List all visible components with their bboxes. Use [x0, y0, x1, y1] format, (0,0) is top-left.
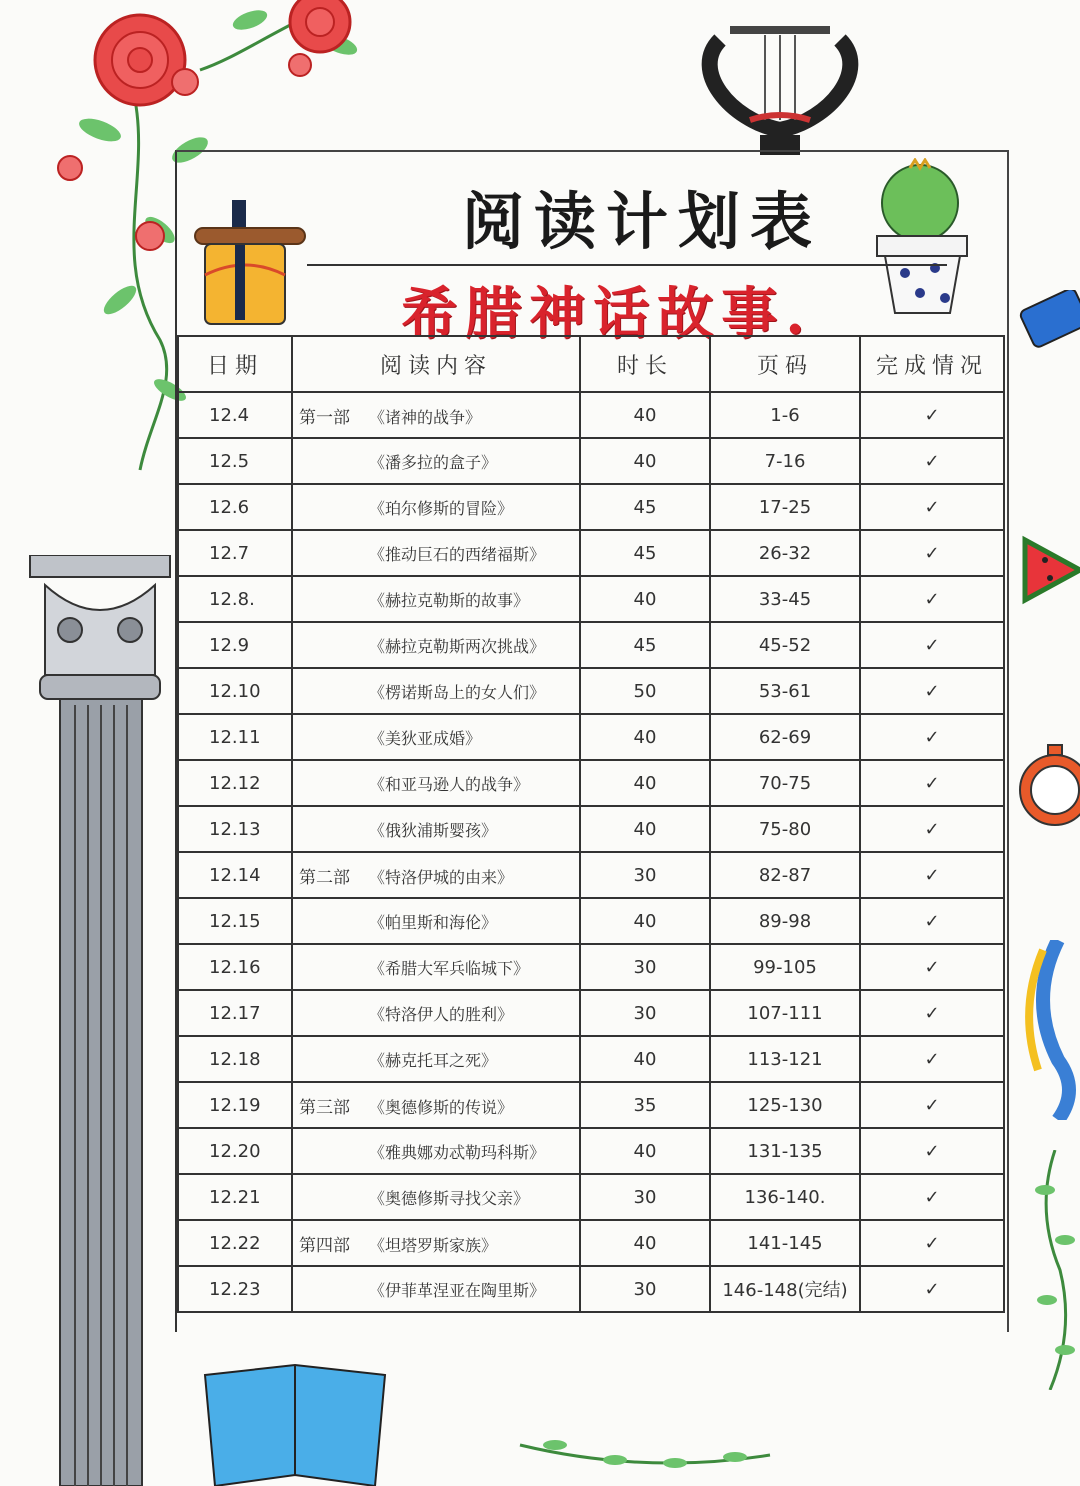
title-divider: [307, 264, 947, 266]
table-row: [178, 1266, 1004, 1312]
row-duration: 40: [580, 576, 710, 622]
stopwatch-icon: [1010, 740, 1080, 830]
row-book-title: 《特洛伊城的由来》: [369, 867, 514, 887]
row-pages: 146-148(完结): [710, 1266, 860, 1312]
row-checkmark: ✓: [860, 530, 1004, 576]
table-body: [178, 392, 1004, 1312]
row-content: [292, 1266, 580, 1312]
row-duration: 30: [580, 944, 710, 990]
row-checkmark: ✓: [860, 1174, 1004, 1220]
ribbon-decoration: [1018, 940, 1080, 1120]
row-pages: 1-6: [710, 392, 860, 438]
table-row: [178, 438, 1004, 484]
row-checkmark: ✓: [860, 1082, 1004, 1128]
row-book-title: 《美狄亚成婚》: [369, 728, 482, 748]
vine-bottom-decoration: [515, 1415, 775, 1486]
row-date: 12.19: [178, 1082, 292, 1128]
row-pages: 7-16: [710, 438, 860, 484]
row-book-title: 《和亚马逊人的战争》: [369, 774, 530, 794]
row-content: [292, 990, 580, 1036]
table-row: [178, 990, 1004, 1036]
row-checkmark: ✓: [860, 806, 1004, 852]
table-row: [178, 714, 1004, 760]
row-duration: 40: [580, 898, 710, 944]
row-content: [292, 852, 580, 898]
row-pages: 141-145: [710, 1220, 860, 1266]
row-checkmark: ✓: [860, 622, 1004, 668]
row-content: [292, 898, 580, 944]
row-duration: 40: [580, 1036, 710, 1082]
row-content: [292, 714, 580, 760]
row-duration: 40: [580, 1220, 710, 1266]
row-date: 12.20: [178, 1128, 292, 1174]
row-pages: 53-61: [710, 668, 860, 714]
row-content: [292, 944, 580, 990]
table-row: [178, 898, 1004, 944]
row-date: 12.17: [178, 990, 292, 1036]
row-date: 12.12: [178, 760, 292, 806]
row-content: [292, 484, 580, 530]
row-date: 12.18: [178, 1036, 292, 1082]
row-content: [292, 392, 580, 438]
row-date: 12.7: [178, 530, 292, 576]
row-checkmark: ✓: [860, 1220, 1004, 1266]
row-date: 12.15: [178, 898, 292, 944]
row-book-title: 《雅典娜劝忒勒玛科斯》: [369, 1142, 546, 1162]
row-content: [292, 438, 580, 484]
row-pages: 45-52: [710, 622, 860, 668]
row-date: 12.4: [178, 392, 292, 438]
row-content: [292, 1036, 580, 1082]
row-pages: 26-32: [710, 530, 860, 576]
row-part-label: 第二部: [299, 867, 350, 888]
row-content: [292, 530, 580, 576]
header-pages: 页码: [710, 336, 860, 392]
table-row: [178, 1220, 1004, 1266]
table-row: [178, 484, 1004, 530]
row-book-title: 《俄狄浦斯婴孩》: [369, 820, 498, 840]
table-row: [178, 1036, 1004, 1082]
header-date: 日期: [178, 336, 292, 392]
row-book-title: 《特洛伊人的胜利》: [369, 1004, 514, 1024]
row-content: [292, 1220, 580, 1266]
row-book-title: 《希腊大军兵临城下》: [369, 958, 530, 978]
row-duration: 45: [580, 530, 710, 576]
row-checkmark: ✓: [860, 576, 1004, 622]
row-checkmark: ✓: [860, 852, 1004, 898]
header-status: 完成情况: [860, 336, 1004, 392]
greek-column-decoration: [25, 555, 175, 1486]
row-checkmark: ✓: [860, 944, 1004, 990]
table-row: [178, 392, 1004, 438]
row-duration: 45: [580, 622, 710, 668]
row-content: [292, 622, 580, 668]
table-row: [178, 806, 1004, 852]
reading-plan-table: [177, 335, 1005, 1313]
row-duration: 40: [580, 806, 710, 852]
row-book-title: 《赫拉克勒斯两次挑战》: [369, 636, 546, 656]
row-content: [292, 760, 580, 806]
row-book-title: 《奥德修斯的传说》: [369, 1097, 514, 1117]
row-duration: 40: [580, 760, 710, 806]
row-book-title: 《推动巨石的西绪福斯》: [369, 544, 546, 564]
row-date: 12.23: [178, 1266, 292, 1312]
row-checkmark: ✓: [860, 714, 1004, 760]
row-date: 12.13: [178, 806, 292, 852]
row-book-title: 《奥德修斯寻找父亲》: [369, 1188, 530, 1208]
row-content: [292, 1128, 580, 1174]
row-book-title: 《帕里斯和海伦》: [369, 912, 498, 932]
row-content: [292, 1082, 580, 1128]
row-content: [292, 1174, 580, 1220]
table-row: [178, 760, 1004, 806]
row-duration: 40: [580, 714, 710, 760]
row-checkmark: ✓: [860, 484, 1004, 530]
row-checkmark: ✓: [860, 392, 1004, 438]
row-duration: 40: [580, 438, 710, 484]
row-date: 12.11: [178, 714, 292, 760]
row-date: 12.8.: [178, 576, 292, 622]
row-checkmark: ✓: [860, 898, 1004, 944]
row-book-title: 《珀尔修斯的冒险》: [369, 498, 514, 518]
row-pages: 136-140.: [710, 1174, 860, 1220]
row-pages: 125-130: [710, 1082, 860, 1128]
row-book-title: 《坦塔罗斯家族》: [369, 1235, 498, 1255]
row-pages: 62-69: [710, 714, 860, 760]
row-date: 12.5: [178, 438, 292, 484]
row-content: [292, 668, 580, 714]
table-row: [178, 576, 1004, 622]
row-checkmark: ✓: [860, 1266, 1004, 1312]
row-pages: 107-111: [710, 990, 860, 1036]
row-pages: 70-75: [710, 760, 860, 806]
row-checkmark: ✓: [860, 438, 1004, 484]
row-book-title: 《赫拉克勒斯的故事》: [369, 590, 530, 610]
table-row: [178, 944, 1004, 990]
table-row: [178, 668, 1004, 714]
table-row: [178, 1174, 1004, 1220]
row-checkmark: ✓: [860, 990, 1004, 1036]
row-checkmark: ✓: [860, 1036, 1004, 1082]
row-book-title: 《伊菲革涅亚在陶里斯》: [369, 1280, 546, 1300]
watermelon-icon: [1015, 530, 1080, 610]
header-content: 阅读内容: [292, 336, 580, 392]
table-header-row: [178, 336, 1004, 392]
row-checkmark: ✓: [860, 668, 1004, 714]
table-row: [178, 1082, 1004, 1128]
row-duration: 30: [580, 990, 710, 1036]
row-duration: 40: [580, 1128, 710, 1174]
row-pages: 75-80: [710, 806, 860, 852]
row-date: 12.22: [178, 1220, 292, 1266]
row-duration: 30: [580, 1266, 710, 1312]
header-duration: 时长: [580, 336, 710, 392]
row-duration: 30: [580, 852, 710, 898]
page-title: 阅读计划表: [461, 185, 822, 258]
row-date: 12.14: [178, 852, 292, 898]
row-pages: 89-98: [710, 898, 860, 944]
row-part-label: 第一部: [299, 407, 350, 428]
open-book-icon: [195, 1355, 395, 1486]
row-date: 12.21: [178, 1174, 292, 1220]
row-checkmark: ✓: [860, 1128, 1004, 1174]
row-date: 12.6: [178, 484, 292, 530]
reading-plan-sheet: [175, 150, 1009, 1332]
row-pages: 99-105: [710, 944, 860, 990]
row-pages: 82-87: [710, 852, 860, 898]
row-book-title: 《赫克托耳之死》: [369, 1050, 498, 1070]
row-checkmark: ✓: [860, 760, 1004, 806]
row-duration: 30: [580, 1174, 710, 1220]
eraser-icon: [1015, 290, 1080, 350]
row-book-title: 《楞诺斯岛上的女人们》: [369, 682, 546, 702]
table-row: [178, 622, 1004, 668]
row-part-label: 第四部: [299, 1235, 350, 1256]
row-content: [292, 806, 580, 852]
row-duration: 35: [580, 1082, 710, 1128]
row-pages: 131-135: [710, 1128, 860, 1174]
row-pages: 33-45: [710, 576, 860, 622]
row-duration: 40: [580, 392, 710, 438]
row-book-title: 《潘多拉的盒子》: [369, 452, 498, 472]
table-row: [178, 852, 1004, 898]
page-subtitle: 希腊神话故事.: [401, 281, 813, 347]
row-date: 12.10: [178, 668, 292, 714]
row-date: 12.16: [178, 944, 292, 990]
row-duration: 45: [580, 484, 710, 530]
table-row: [178, 1128, 1004, 1174]
row-part-label: 第三部: [299, 1097, 350, 1118]
row-duration: 50: [580, 668, 710, 714]
row-book-title: 《诸神的战争》: [369, 407, 482, 427]
vine-right-decoration: [1025, 1150, 1080, 1390]
lyre-icon: [680, 0, 880, 165]
table-row: [178, 530, 1004, 576]
row-pages: 113-121: [710, 1036, 860, 1082]
row-pages: 17-25: [710, 484, 860, 530]
row-date: 12.9: [178, 622, 292, 668]
row-content: [292, 576, 580, 622]
